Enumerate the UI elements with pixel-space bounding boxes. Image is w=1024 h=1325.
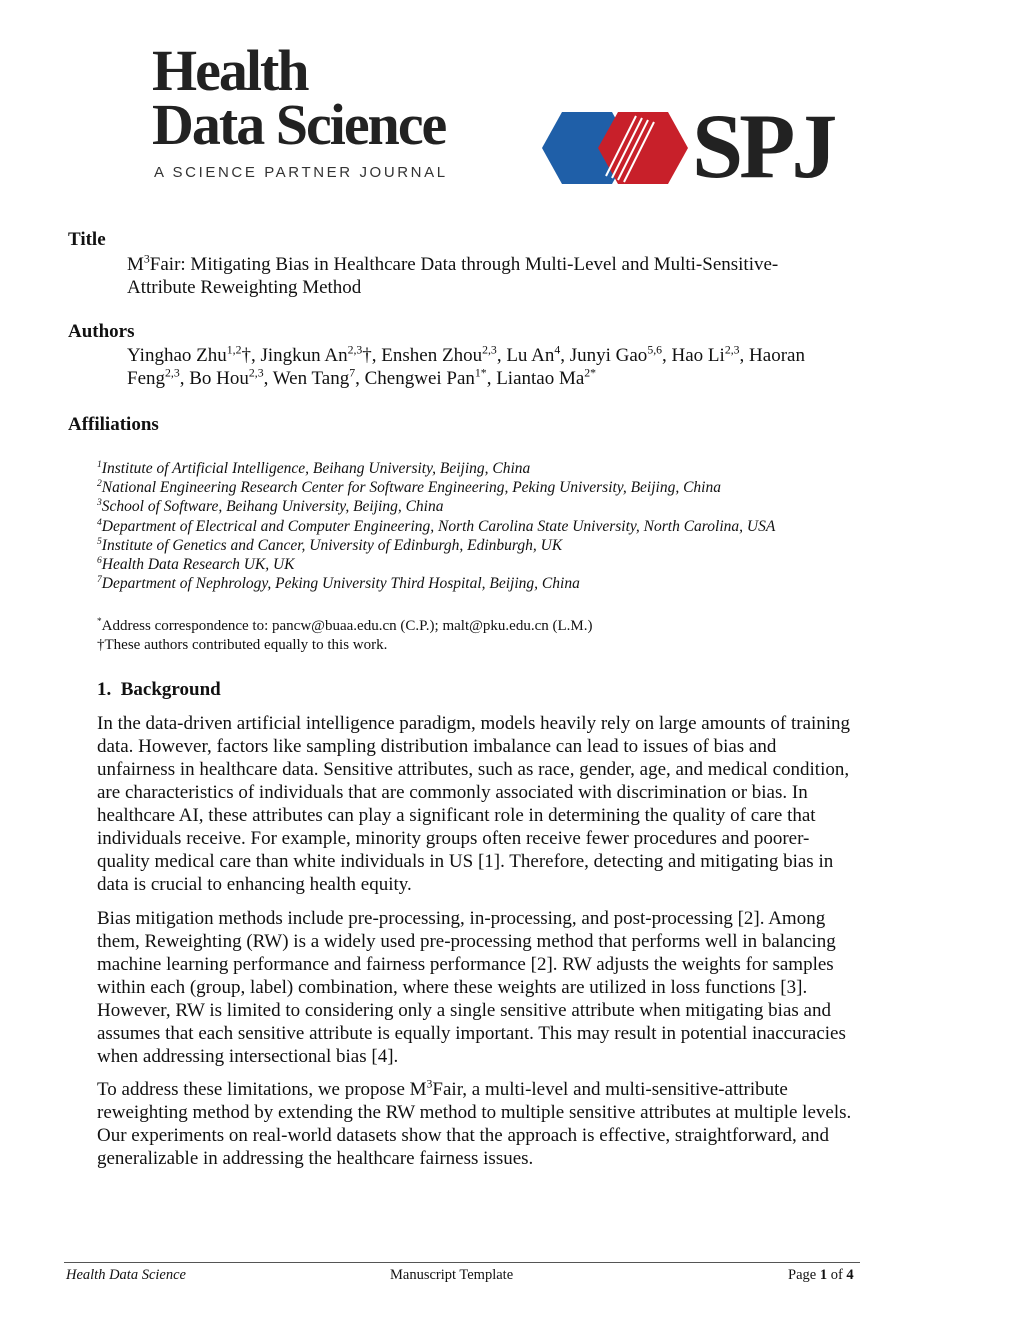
affiliation-item: $^7$Department of Nephrology, Peking University Third Hospital, Beijing, China — [97, 574, 580, 593]
background-paragraph-3: To address these limitations, we propose $M^3Fair$, a multi-level and multi-sensitive-attribute reweighting method by extending the RW method to multiple sensitive attributes at multiple levels. Our experiments on real-world datasets show that the approach is effective, straightforward, and generalizable in addressing the healthcare fairness issues. — [97, 1077, 852, 1169]
journal-title-line2: Data Science — [152, 92, 446, 157]
author-name: Junyi Gao — [569, 345, 648, 366]
publisher-logo — [540, 95, 834, 197]
journal-title-line1: Health — [152, 38, 308, 103]
author-affiliation-sup: 4 — [554, 343, 561, 357]
authors-list: Yinghao Zhu$^{1,2}$†, Jingkun An$^{2,3}$†, Enshen Zhou$^{2,3}$, Lu An$^4$, Junyi Gao$^{5,6}$, Hao Li$^{2,3}$, Haoran Feng$^{2,3}$, Bo Hou$^{2,3}$, Wen Tang$^7$, Chengwei Pan$^{1*}$, Liantao $Ma^{2*}$ — [127, 343, 805, 389]
footer-page-number: Page 1 of 4 — [788, 1267, 854, 1283]
author-entry — [189, 368, 263, 389]
author-entry — [365, 368, 487, 389]
affiliation-item: $^5$Institute of Genetics and Cancer, University of Edinburgh, Edinburgh, UK — [97, 535, 563, 554]
section-heading: 1. Background — [97, 679, 221, 700]
author-affiliation-sup: 2,3 — [347, 343, 363, 357]
author-mark: † — [241, 345, 251, 366]
affiliation-item: $^1$Institute of Artificial Intelligence, Beihang University, Beijing, China — [97, 458, 531, 477]
author-name: Liantao Ma — [496, 368, 585, 389]
footer-journal: Health Data Science — [66, 1267, 186, 1283]
journal-logo — [152, 38, 448, 181]
equal-contribution-note: †These authors contributed equally to this work. — [97, 637, 388, 653]
footer-template: Manuscript Template — [390, 1267, 514, 1283]
author-affiliation-sup: 2* — [584, 366, 597, 380]
author-affiliation-sup: 7 — [349, 366, 356, 380]
author-name: Enshen Zhou — [381, 345, 483, 366]
author-affiliation-sup: 5,6 — [647, 343, 663, 357]
author-affiliation-sup: 2,3 — [248, 366, 264, 380]
author-name: Chengwei Pan — [364, 368, 475, 389]
affiliation-item: $^6$Health Data Research UK, UK — [97, 554, 295, 574]
title-label: Title — [68, 229, 106, 250]
author-entry — [127, 345, 251, 366]
author-name: Jingkun An — [260, 345, 348, 366]
author-entry — [260, 345, 371, 366]
author-entry — [672, 345, 740, 366]
author-name: Lu An — [506, 345, 555, 366]
affiliation-item: $^4$Department of Electrical and Computer Engineering, North Carolina State University, North Carolina, USA — [97, 516, 776, 535]
authors-label: Authors — [68, 321, 135, 342]
affiliation-item: $^2$National Engineering Research Center for Software Engineering, Peking University, Beijing, China — [97, 478, 721, 497]
affiliations-label: Affiliations — [68, 414, 159, 435]
author-affiliation-sup: 2,3 — [724, 343, 740, 357]
author-name: Bo Hou — [189, 368, 249, 389]
author-entry — [496, 368, 596, 389]
background-paragraph-2: Bias mitigation methods include pre-processing, in-processing, and post-processing [2]. Among them, Reweighting (RW) is a widely used pre-processing method that performs well in balancing machine learning performance and fairness performance [2]. RW adjusts the weights for samples within each (group, label) combination, where these weights are utilized in loss functions [3]. However, RW is limited to considering only a single sensitive attribute when mitigating bias and assumes that each sensitive attribute is equally important. This may result in potential inaccuracies when addressing intersectional bias [4]. — [97, 908, 846, 1067]
spj-wordmark: SPJ — [692, 95, 834, 197]
spj-hexagon-icon — [540, 108, 690, 188]
author-entry — [273, 368, 355, 389]
journal-subtitle: A SCIENCE PARTNER JOURNAL — [154, 164, 448, 181]
author-entry — [506, 345, 560, 366]
author-name: Wen Tang — [272, 368, 350, 389]
author-affiliation-sup: 1,2 — [226, 343, 242, 357]
author-mark: † — [362, 345, 372, 366]
author-entry — [381, 345, 497, 366]
footer-rule — [64, 1262, 860, 1263]
author-affiliation-sup: 1* — [474, 366, 487, 380]
paper-title: $M^3Fair$: Mitigating Bias in Healthcare Data through Multi-Level and Multi-Sensitive- Attribute Reweighting Method — [127, 252, 779, 298]
author-affiliation-sup: 2,3 — [482, 343, 497, 357]
correspondence: *Address correspondence to: pancw@buaa.edu.cn (C.P.); malt@pku.edu.cn (L.M.) †These authors contributed equally to this work. — [97, 617, 593, 653]
affiliations-list — [97, 459, 775, 593]
author-name: Haoran Feng — [127, 345, 805, 389]
affiliation-item: $^3$School of Software, Beihang University, Beijing, China — [97, 497, 444, 516]
author-entry — [570, 345, 662, 366]
author-affiliation-sup: 2,3 — [165, 366, 180, 380]
author-name: Hao Li — [671, 345, 725, 366]
background-paragraph-1: In the data-driven artificial intelligence paradigm, models heavily rely on large amounts of training data. However, factors like sampling distribution imbalance can lead to issues of bias and unfairness in healthcare data. Sensitive attributes, such as race, gender, age, and medical condition, are characteristics of individuals that are commonly associated with discrimination or bias. In healthcare AI, these attributes can play a significant role in determining the quality of care that individuals receive. For example, minority groups often receive fewer procedures and poorer-quality medical care than white individuals in US [1]. Therefore, detecting and mitigating bias in data is crucial to enhancing health equity. — [97, 713, 851, 895]
author-name: Yinghao Zhu — [127, 345, 227, 366]
